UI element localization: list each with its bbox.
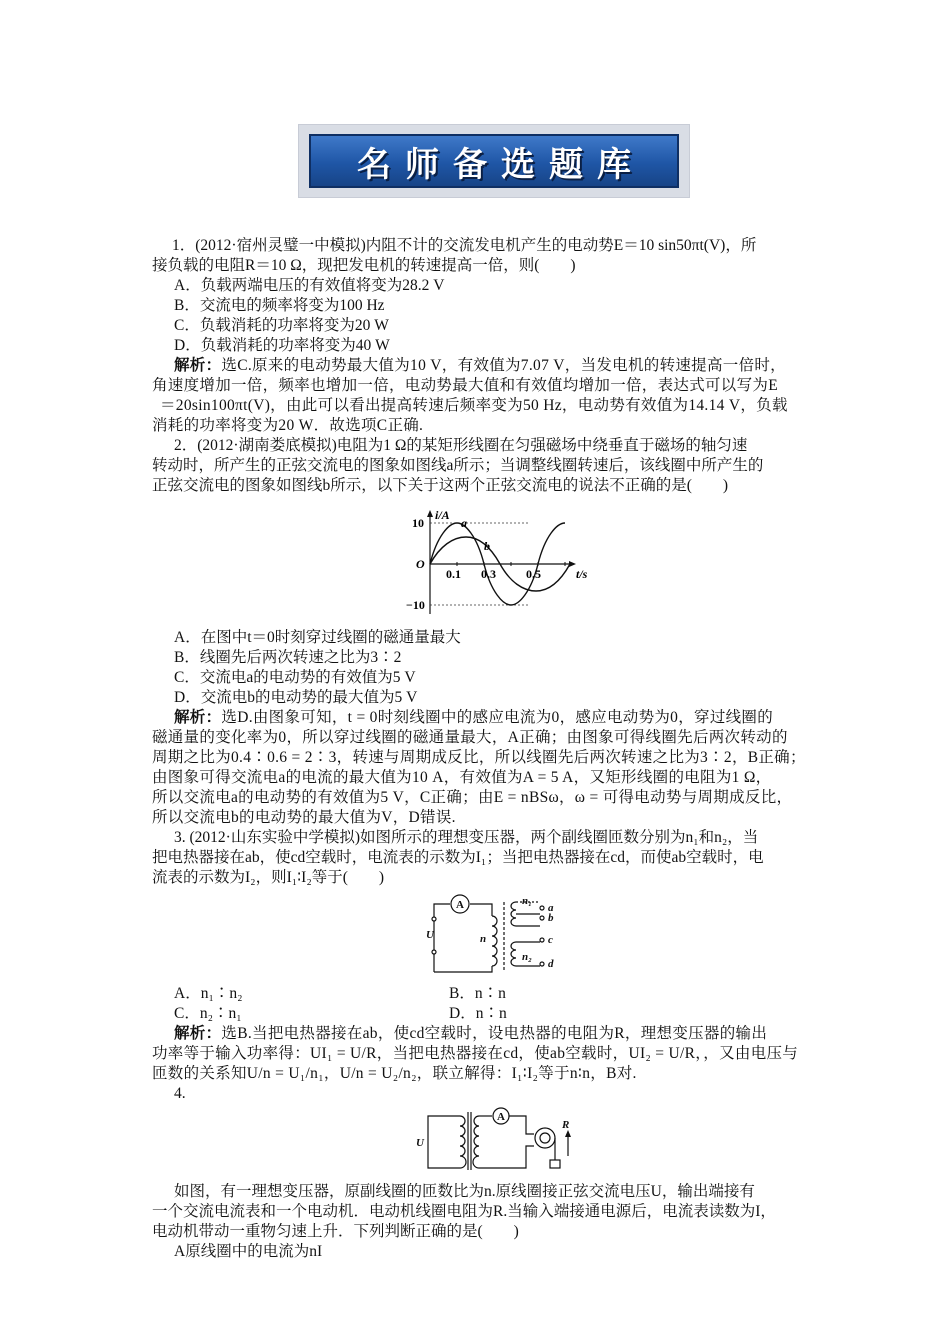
q1-option-d: D．负载消耗的功率将变为40 W — [174, 337, 390, 354]
terminal-b — [540, 916, 544, 920]
q3-stem-line-1: 3. (2012·山东实验中学模拟)如图所示的理想变压器，两个副线圈匝数分别为n₁和n₂，当 — [174, 829, 759, 846]
q3-analysis-line-2: 功率等于输入功率得：UI₁ = U/R，当把电热器接在cd，使ab空载时，UI₂ = U/R，，又由电压与 — [152, 1045, 799, 1062]
q3-option-b: B．n∶n — [449, 985, 506, 1002]
q3-option-c: C．n₂∶n₁ — [174, 1005, 242, 1022]
q2-analysis-line-1 — [174, 708, 808, 728]
question-content — [152, 236, 808, 1262]
q3-figure-svg — [174, 894, 808, 984]
q2-analysis-text-1: 选D.由图象可知，t = 0时刻线圈中的感应电流为0，感应电动势为0，穿过线圈的 — [221, 709, 774, 726]
q3-options — [174, 984, 808, 1024]
graph-y-label: i/A — [435, 508, 450, 522]
banner-title: 名师备选题库 — [357, 144, 645, 185]
q2-analysis-line-4: 由图象可得交流电a的电流的最大值为10 A，有效值为A = 5 A，又矩形线圈的电阻为1 Ω， — [152, 769, 772, 786]
q1-stem-line-2: 接负载的电阻R＝10 Ω，现把发电机的转速提高一倍，则( ) — [152, 257, 576, 274]
q4-motor-rotor-icon — [540, 1133, 550, 1143]
terminal-c — [540, 938, 544, 942]
q3-transformer-figure — [174, 894, 808, 984]
graph-curve-b-label: b — [484, 539, 490, 553]
graph-origin: O — [416, 557, 425, 571]
q3-analysis-text-1: 选B.当把电热器接在ab，使cd空载时，设电热器的电阻为R，理想变压器的输出 — [221, 1025, 768, 1042]
label-source-u: U — [426, 929, 434, 941]
q4-primary-coil — [460, 1116, 466, 1168]
q2-analysis-label: 解析： — [174, 709, 222, 726]
q4-option-a: A原线圈中的电流为nI — [174, 1243, 323, 1260]
q1-analysis-label: 解析： — [174, 357, 222, 374]
label-a: a — [548, 902, 554, 914]
q1-analysis-line-2: 角速度增加一倍，频率也增加一倍，电动势最大值和有效值均增加一倍，表达式可以写为E — [152, 377, 778, 394]
label-ammeter: A — [456, 899, 464, 911]
primary-wire-left — [434, 904, 450, 972]
q1-analysis-text-1: 选C.原来的电动势最大值为10 V，有效值为7.07 V，当发电机的转速提高一倍时， — [221, 357, 786, 374]
q1-option-c: C．负载消耗的功率将变为20 W — [174, 317, 389, 334]
primary-wire-top — [470, 904, 492, 916]
q2-stem-line-1: 2．(2012·湖南娄底模拟)电阻为1 Ω的某矩形线圈在匀强磁场中绕垂直于磁场的轴匀速 — [174, 437, 748, 454]
q1-analysis-line-3: ＝20sin100πt(V)，由此可以看出提高转速后频率变为50 Hz，电动势有效值为14.14 V，负载 — [160, 397, 788, 414]
primary-coil — [492, 916, 497, 966]
q2-option-b: B．线圈先后两次转速之比为3∶2 — [174, 649, 402, 666]
q4-wire-c — [479, 1146, 534, 1168]
q4-motor-figure — [174, 1106, 808, 1176]
q4-arrow-up-icon — [565, 1130, 571, 1137]
graph-tick-label-3: 0.5 — [526, 567, 541, 581]
label-d: d — [548, 958, 554, 970]
terminal-top — [432, 917, 436, 921]
q2-current-graph — [174, 506, 808, 626]
q3-option-d: D．n∶n — [449, 1005, 507, 1022]
secondary-coil-n2 — [511, 942, 516, 966]
q4-figure-svg — [174, 1106, 808, 1176]
terminal-bottom — [432, 950, 436, 954]
q3-stem-line-3: 流表的示数为I₂，则I₁∶I₂等于( ) — [152, 869, 385, 886]
q4-stem-line-1: 如图，有一理想变压器，原副线圈的匝数比为n.原线圈接正弦交流电压U，输出端接有 — [174, 1183, 755, 1200]
q3-analysis-line-1 — [174, 1024, 808, 1044]
label-n2: n₂ — [522, 951, 532, 963]
graph-tick-label-2: 0.3 — [481, 567, 496, 581]
graph-tick-label-1: 0.1 — [446, 567, 461, 581]
q2-analysis-line-5: 所以交流电a的电动势的有效值为5 V，C正确；由E = nBSω，ω = 可得电动势与周期成反比， — [152, 789, 793, 806]
q1-analysis-line-4: 消耗的功率将变为20 W．故选项C正确. — [152, 417, 424, 434]
label-n1: n₁ — [522, 895, 532, 907]
q1-option-a: A．负载两端电压的有效值将变为28.2 V — [174, 277, 445, 294]
q4-primary-wire — [428, 1116, 460, 1168]
label-c: c — [548, 934, 553, 946]
q4-wire-b — [509, 1116, 534, 1134]
q4-label-a: A — [497, 1111, 505, 1123]
q4-secondary-coil — [473, 1116, 479, 1168]
q4-label-r: R — [562, 1119, 570, 1131]
q2-option-d: D．交流电b的电动势的最大值为5 V — [174, 689, 418, 706]
q4-weight — [550, 1160, 560, 1168]
x-axis-arrow-icon — [569, 561, 576, 567]
terminal-a — [540, 906, 544, 910]
q2-analysis-line-6: 所以交流电b的电动势的最大值为V，D错误. — [152, 809, 456, 826]
q2-analysis-line-2: 磁通量的变化率为0，所以穿过线圈的磁通量最大，A正确；由图象可得线圈先后两次转动的 — [152, 729, 788, 746]
q4-label-u: U — [416, 1137, 424, 1149]
title-banner — [298, 124, 690, 198]
label-b: b — [548, 912, 554, 924]
q3-analysis-label: 解析： — [174, 1025, 222, 1042]
secondary-coil-n1 — [511, 902, 516, 926]
q1-option-b: B．交流电的频率将变为100 Hz — [174, 297, 385, 314]
label-primary-n: n — [480, 933, 487, 945]
q1-analysis-line-1 — [174, 356, 808, 376]
y-axis-arrow-icon — [427, 510, 433, 517]
q2-stem-line-2: 转动时，所产生的正弦交流电的图象如图线a所示；当调整线圈转速后，该线圈中所产生的 — [152, 457, 764, 474]
q3-stem-line-2: 把电热器接在ab，使cd空载时，电流表的示数为I₁；当把电热器接在cd，而使ab空载时，电 — [152, 849, 764, 866]
title-banner-inner — [309, 134, 679, 188]
graph-y-max: 10 — [412, 516, 424, 530]
graph-x-label: t/s — [576, 567, 588, 581]
q4-stem-line-3: 电动机带动一重物匀速上升．下列判断正确的是( ) — [152, 1223, 519, 1240]
q2-graph-svg — [174, 506, 808, 626]
q3-analysis-line-3: 匝数的关系知U/n = U₁/n₁，U/n = U₂/n₂，联立解得：I₁∶I₂等于n∶n，B对. — [152, 1065, 637, 1082]
graph-y-min: −10 — [406, 598, 425, 612]
q2-analysis-line-3: 周期之比为0.4∶0.6 = 2∶3，转速与周期成反比，所以线圈先后两次转速之比为3∶2，B正确； — [152, 749, 806, 766]
q2-stem-line-3: 正弦交流电的图象如图线b所示，以下关于这两个正弦交流电的说法不正确的是( ) — [152, 477, 729, 494]
q2-option-c: C．交流电a的电动势的有效值为5 V — [174, 669, 416, 686]
terminal-d — [540, 962, 544, 966]
q2-option-a: A．在图中t＝0时刻穿过线圈的磁通量最大 — [174, 629, 461, 646]
graph-curve-a-label: a — [461, 516, 467, 530]
q4-number: 4. — [174, 1085, 186, 1102]
q3-option-a: A．n₁∶n₂ — [174, 985, 243, 1002]
primary-wire-bottom — [434, 966, 492, 972]
q1-stem-line-1: 1．(2012·宿州灵璧一中模拟)内阻不计的交流发电机产生的电动势E＝10 sin50πt(V)，所 — [172, 237, 757, 254]
q4-stem-line-2: 一个交流电流表和一个电动机．电动机线圈电阻为R.当输入端接通电源后，电流表读数为I， — [152, 1203, 776, 1220]
q4-motor-icon — [535, 1128, 555, 1148]
